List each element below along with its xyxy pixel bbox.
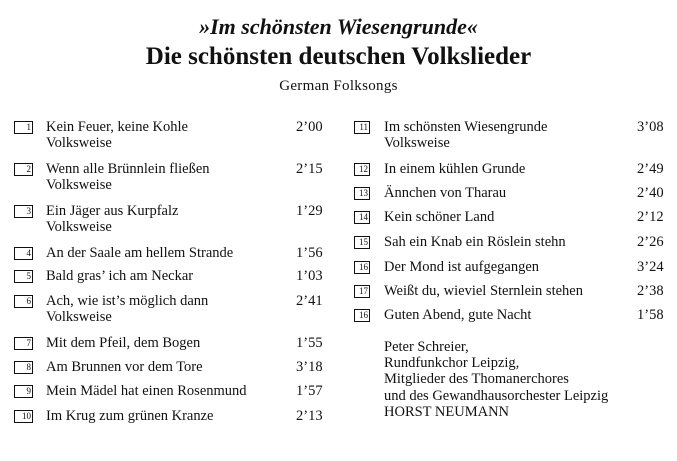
album-title: Die schönsten deutschen Volkslieder [145,43,532,70]
credit-line: Mitglieder des Thomanerchores [384,371,569,388]
track-number-box: 10 [14,410,33,423]
track-title: Wenn alle Brünnlein fließen [46,161,210,177]
track-composer: Volksweise [384,135,450,151]
track-duration: 2’13 [296,408,323,424]
track-number-box: 2 [14,163,33,176]
track-title: Der Mond ist aufgegangen [384,259,540,275]
track-number-box: 16 [354,309,370,322]
track-duration: 3’24 [637,259,664,275]
track-number-box: 16 [354,261,370,274]
track-composer: Volksweise [46,309,112,325]
track-title: Im schönsten Wiesengrunde [384,119,548,135]
album-title-italic: »Im schönsten Wiesengrunde« [199,14,478,39]
credit-line: Rundfunkchor Leipzig, [384,355,520,372]
track-number-box: 14 [354,211,370,224]
track-title: In einem kühlen Grunde [384,161,526,177]
track-title: Mit dem Pfeil, dem Bogen [46,335,201,351]
credit-line: HORST NEUMANN [384,403,510,420]
track-number-box: 1 [14,121,33,134]
track-duration: 2’26 [637,234,664,250]
track-title: Ännchen von Tharau [384,185,507,201]
track-number-box: 15 [354,236,370,249]
track-title: Im Krug zum grünen Kranze [46,408,214,424]
track-title: Weißt du, wieviel Sternlein stehen [384,283,583,299]
track-title: Mein Mädel hat einen Rosenmund [46,383,247,399]
track-title: Bald gras’ ich am Neckar [46,268,194,284]
track-number-box: 9 [14,385,33,398]
credit-line: und des Gewandhausorchester Leipzig [384,387,609,404]
track-title: An der Saale am hellem Strande [46,245,234,261]
track-duration: 1’55 [296,335,323,351]
track-duration: 2’49 [637,161,664,177]
track-duration: 1’58 [637,307,664,323]
track-title: Kein schöner Land [384,209,495,225]
track-duration: 2’41 [296,293,323,309]
track-number-box: 3 [14,205,33,218]
track-number-box: 6 [14,295,33,308]
track-duration: 2’12 [637,209,664,225]
track-title: Ein Jäger aus Kurpfalz [46,203,179,219]
track-number-box: 5 [14,270,33,283]
track-duration: 1’56 [296,245,323,261]
track-duration: 1’29 [296,203,323,219]
credit-line: Peter Schreier, [384,339,469,355]
track-composer: Volksweise [46,177,112,193]
track-duration: 3’18 [296,359,323,375]
track-composer: Volksweise [46,219,112,235]
track-number-box: 4 [14,247,33,260]
track-duration: 1’57 [296,383,323,399]
track-duration: 2’00 [296,119,323,135]
track-number-box: 8 [14,361,33,374]
track-duration: 2’40 [637,185,664,201]
track-duration: 1’03 [296,268,323,284]
track-title: Kein Feuer, keine Kohle [46,119,188,135]
track-number-box: 17 [354,285,370,298]
track-number-box: 7 [14,337,33,350]
album-subtitle: German Folksongs [279,78,398,94]
track-title: Guten Abend, gute Nacht [384,307,532,323]
track-title: Sah ein Knab ein Röslein stehn [384,234,566,250]
track-duration: 3’08 [637,119,664,135]
track-number-box: 11 [354,121,370,134]
track-number-box: 12 [354,163,370,176]
track-duration: 2’15 [296,161,323,177]
track-duration: 2’38 [637,283,664,299]
track-number-box: 13 [354,187,370,200]
track-composer: Volksweise [46,135,112,151]
credits [384,339,608,420]
track-title: Am Brunnen vor dem Tore [46,359,203,375]
track-title: Ach, wie ist’s möglich dann [46,293,209,309]
